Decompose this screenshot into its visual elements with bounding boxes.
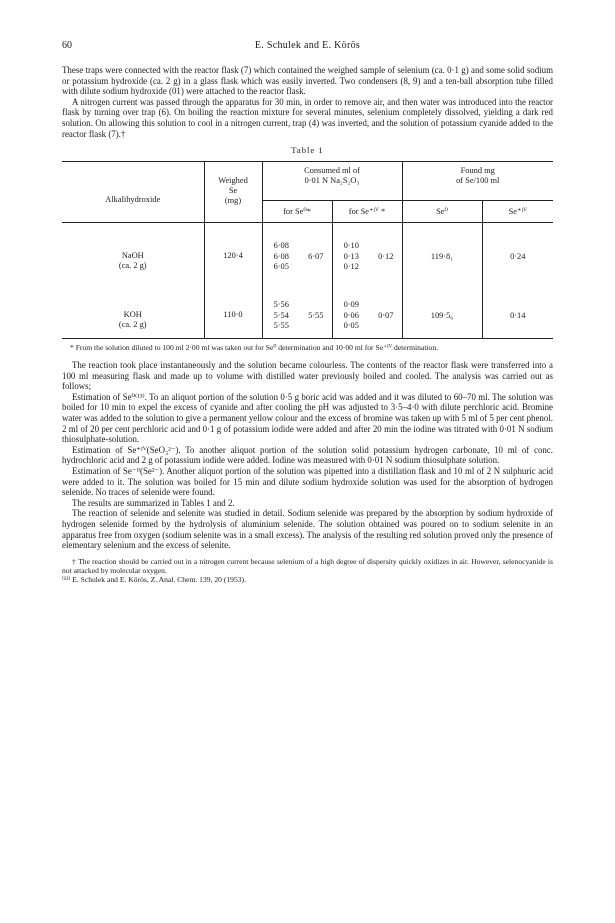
body-paragraph-2: Estimation of Se⁰⁽¹³⁾. To an aliquot portion of the solution 0·5 g boric acid was added and it was diluted to 60–70 ml. The solution was boiled for 10 min to expel the excess of cyanide and after cooling the pH was adjusted to 3·5–4·0 with dilute perchloric acid. Bromine water was added to the solution to give a permanent yellow colour and the excess of bromine was taken up with 5 ml of 5 per cent phenol. 2 ml of 20 per cent perchloric acid and 0·1 g of potassium iodide were added and after 20 min the iodine was titrated with 0·01 N sodium thiosulphate-solution.	[62, 391, 553, 445]
body-paragraph-1: The reaction took place instantaneously and the solution became colourless. The contents of the reactor flask were transferred into a 100 ml measuring flask and made up to volume with distilled water previously boiled and cooled. The analysis was carried out as follows;	[62, 360, 553, 392]
row-alkali: NaOH (ca. 2 g)	[118, 251, 147, 271]
footnote-dagger: † The reaction should be carried out in a nitrogen current because selenium of a high degree of dispersity quickly oxidizes in air. However, selenocyanide is not attacked by molecular oxygen.	[62, 556, 553, 575]
page-number: 60	[62, 40, 72, 51]
row-found-se0: 109·5₆	[402, 290, 482, 338]
table-row	[62, 290, 553, 338]
row-se0-mean: 6·07	[308, 251, 324, 261]
row-weighed: 110·0	[204, 290, 262, 338]
header-alkali: Alkalihydroxide	[105, 194, 161, 204]
row-se0-values: 6·08 6·08 6·05	[262, 223, 300, 291]
body-paragraph-4: Estimation of Se⁻ᴵᴵ(Se²⁻). Another aliquot portion of the solution was pipetted into a distillation flask and 10 ml of 2 N sulphuric acid were added to it. The solution was boiled for 15 min and dilute sodium hydroxide solution was used for the absorption of hydrogen selenide. No traces of selenide were found.	[62, 465, 553, 498]
header-se4: Se⁺ᴵⱽ	[482, 201, 553, 223]
row-se0-values: 5·56 5·54 5·55	[262, 290, 300, 338]
body-paragraph-6: The reaction of selenide and selenite was studied in detail. Sodium selenide was prepared by the absorption by sodium hydroxide of hydrogen selenide formed by the hydrolysis of aluminium selenide. The solution obtained was poured on to sodium selenite in an apparatus free from oxygen (sodium selenite was in a small excess). The analysis of the resulting red solution proved only the presence of elementary selenium and the excess of selenite.	[62, 508, 553, 551]
table-row	[62, 223, 553, 291]
body-paragraph-5: The results are summarized in Tables 1 and 2.	[72, 497, 235, 508]
row-alkali: KOH (ca. 2 g)	[118, 310, 147, 330]
row-found-se0: 119·8₁	[402, 223, 482, 291]
intro-paragraph-2: A nitrogen current was passed through the apparatus for 30 min, in order to remove air, and then water was introduced into the reactor flask by turning over trap (6). On boiling the reaction mixture for several minutes, selenium completely dissolved, yielding a dark red solution. On allowing this solution to cool in a nitrogen current, trap (4) was inverted, and the solution of potassium cyanide added to the reactor flask (7).†	[62, 96, 553, 139]
row-se4-values: 0·09 0·06 0·05	[332, 290, 370, 338]
running-authors: E. Schulek and E. Körös	[254, 40, 361, 51]
header-se0: Se⁰	[402, 201, 482, 223]
header-weighed: Weighed Se (mg)	[204, 162, 262, 223]
body-paragraph-3: Estimation of Se⁺ᴵⱽ(SeO₃²⁻). To another aliquot portion of the solution solid potassium hydrogen carbonate, 10 ml of conc. hydrochloric acid and 2 g of potassium iodide were added. Iodine was measured with 0·01 N sodium thiosulphate solution.	[62, 444, 553, 466]
row-found-se4: 0·24	[482, 223, 553, 291]
row-found-se4: 0·14	[482, 290, 553, 338]
running-header	[62, 40, 553, 51]
page	[62, 40, 553, 584]
table-footnote: * From the solution diluted to 100 ml 2·00 ml was taken out for Se⁰ determination and 10·00 ml for Se⁺ᴵⱽ determination.	[70, 342, 439, 352]
header-consumed: Consumed ml of 0·01 N Na₂S₂O₃	[262, 162, 402, 201]
row-se4-values: 0·10 0·13 0·12	[332, 223, 370, 291]
header-found: Found mg of Se/100 ml	[402, 162, 553, 201]
row-se4-mean: 0·07	[378, 310, 394, 320]
row-se0-mean: 5·55	[308, 310, 324, 320]
reference-13: ⁽¹³⁾ E. Schulek and E. Körös, Z. Anal. Chem. 139, 20 (1953).	[62, 575, 246, 585]
table-title: Table 1	[291, 145, 324, 156]
intro-paragraph-1: These traps were connected with the reactor flask (7) which contained the weighed sample of selenium (ca. 0·1 g) and some solid sodium or potassium hydroxide (ca. 2 g) in a glass flask which was easily inverted. Two condensers (8, 9) and a ten-ball absorption tube filled with dilute sodium hydroxide (01) were attached to the reactor flask.	[62, 65, 553, 97]
results-table	[62, 161, 553, 338]
row-weighed: 120·4	[204, 223, 262, 291]
page-notes	[62, 557, 553, 585]
header-for-se4: for Se⁺ᴵⱽ *	[332, 201, 402, 223]
row-se4-mean: 0·12	[378, 251, 394, 261]
header-for-se0: for Se⁰*	[262, 201, 332, 223]
